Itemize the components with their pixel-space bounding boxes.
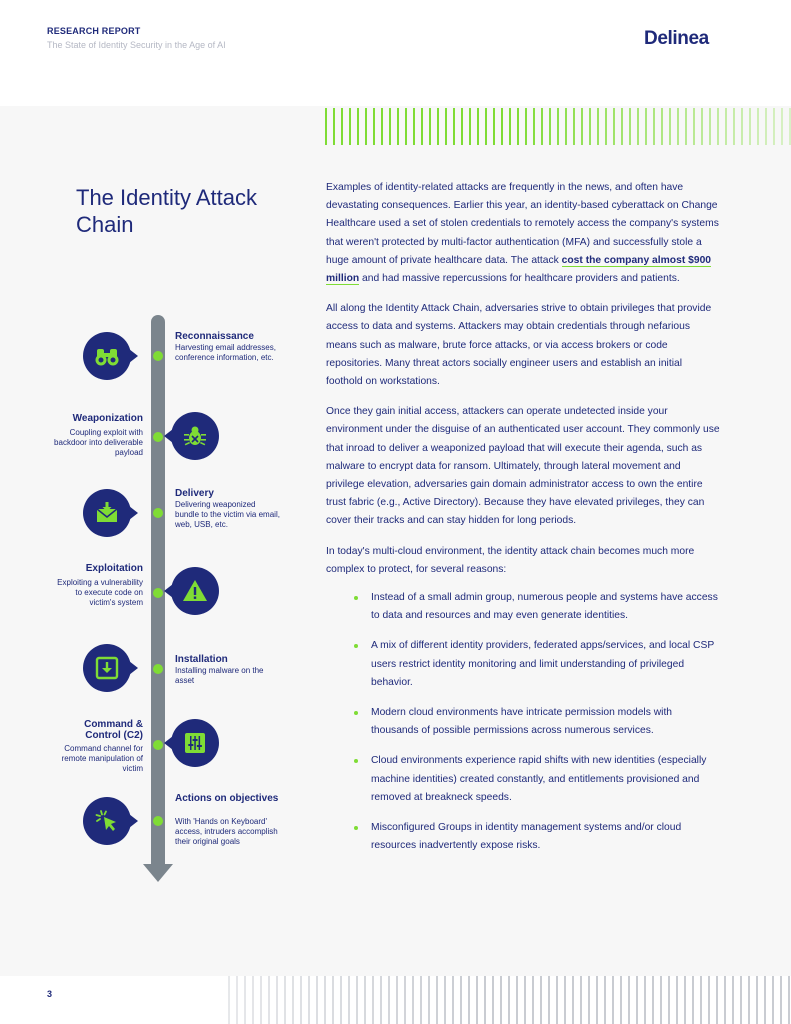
paragraph-text: and had massive repercussions for healthcare providers and patients. bbox=[359, 273, 680, 285]
delinea-logo: Delinea bbox=[644, 28, 709, 49]
step-title-installation: Installation bbox=[175, 654, 228, 665]
step-title-command-control: Command & Control (C2) bbox=[84, 719, 143, 741]
paragraph-text: Examples of identity-related attacks are frequently in the news, and often have devastating consequences. Earlier this year, an identity-based cyberattack on Change Healthcare used a set of stolen credentials to remotely access the company's systems that weren't protected by multi-factor authentication (MFA) and successfully stole a huge amount of private healthcare data. The attack bbox=[326, 182, 719, 266]
chain-dot bbox=[153, 740, 163, 750]
step-desc-actions: With 'Hands on Keyboard' access, intruders accomplish their original goals bbox=[175, 817, 278, 846]
report-label: RESEARCH REPORT bbox=[47, 26, 141, 36]
step-desc-command-control: Command channel for remote manipulation of victim bbox=[61, 744, 143, 773]
cursor-click-icon bbox=[83, 797, 131, 845]
section-title: The Identity Attack Chain bbox=[76, 185, 257, 237]
step-title-actions: Actions on objectives bbox=[175, 793, 279, 804]
download-icon bbox=[83, 644, 131, 692]
envelope-icon bbox=[83, 489, 131, 537]
decorative-stripes-bottom bbox=[228, 976, 791, 1024]
step-desc-installation: Installing malware on the asset bbox=[175, 666, 264, 685]
chain-dot bbox=[153, 664, 163, 674]
cost-link[interactable]: cost the company almost $900 million bbox=[326, 254, 712, 285]
warning-icon bbox=[171, 567, 219, 615]
paragraph-initial-access: Once they gain initial access, attackers can operate undetected inside your environment under the disguise of an authenticated user account. They commonly use that inroad to deliver a weaponized payload that will execute their agenda, such as malware to encrypt data for ransom. Ultimately, through lateral movement and privilege elevation, adversaries gain domain administrator access to own the entire trust fabric (e.g., Active Directory). Because they have elevated privileges, they can cover their tracks and can stay hidden for long periods. bbox=[326, 406, 720, 527]
list-item: Misconfigured Groups in identity management systems and/or cloud resources inadvertently expose risks. bbox=[326, 819, 721, 855]
binoculars-icon bbox=[83, 332, 131, 380]
chain-dot bbox=[153, 816, 163, 826]
report-subtitle: The State of Identity Security in the Age of AI bbox=[47, 40, 226, 50]
list-item: Instead of a small admin group, numerous people and systems have access to data and resources and may even generate identities. bbox=[326, 589, 721, 625]
step-title-weaponization: Weaponization bbox=[72, 413, 143, 424]
step-desc-delivery: Delivering weaponized bundle to the victim via email, web, USB, etc. bbox=[175, 500, 280, 529]
step-desc-exploitation: Exploiting a vulnerability to execute code on victim's system bbox=[57, 578, 143, 607]
paragraph-change-healthcare bbox=[326, 179, 721, 288]
paragraph-attack-chain: All along the Identity Attack Chain, adversaries strive to obtain privileges that provide access to data and systems. Attackers may obtain credentials through nefarious means such as malware, brute force attacks, or via access brokers or code repositories. Many threat actors socially engineer users and establish an initial foothold on workstations. bbox=[326, 303, 712, 388]
step-title-delivery: Delivery bbox=[175, 488, 214, 499]
step-desc-reconnaissance: Harvesting email addresses, conference information, etc. bbox=[175, 343, 276, 362]
chain-dot bbox=[153, 432, 163, 442]
chain-dot bbox=[153, 351, 163, 361]
step-title-exploitation: Exploitation bbox=[85, 563, 143, 574]
bug-icon bbox=[171, 412, 219, 460]
list-item: Modern cloud environments have intricate permission models with thousands of possible permissions across numerous services. bbox=[326, 704, 721, 740]
chain-dot bbox=[153, 588, 163, 598]
paragraph-multi-cloud: In today's multi-cloud environment, the identity attack chain becomes much more complex to protect, for several reasons: bbox=[326, 545, 695, 575]
step-title-reconnaissance: Reconnaissance bbox=[175, 331, 254, 342]
body-text-column bbox=[326, 179, 721, 868]
chain-dot bbox=[153, 508, 163, 518]
reasons-list bbox=[326, 589, 721, 855]
list-item: Cloud environments experience rapid shifts with new identities (especially machine identities) created constantly, and entitlements provisioned and removed at breakneck speeds. bbox=[326, 752, 721, 807]
page-number: 3 bbox=[47, 989, 53, 999]
list-item: A mix of different identity providers, federated apps/services, and local CSP users restrict identity monitoring and limit understanding of privileged behavior. bbox=[326, 637, 721, 692]
decorative-stripes-top bbox=[325, 108, 791, 145]
sliders-icon bbox=[171, 719, 219, 767]
step-desc-weaponization: Coupling exploit with backdoor into deliverable payload bbox=[54, 428, 143, 457]
chain-arrow-down bbox=[143, 864, 173, 882]
